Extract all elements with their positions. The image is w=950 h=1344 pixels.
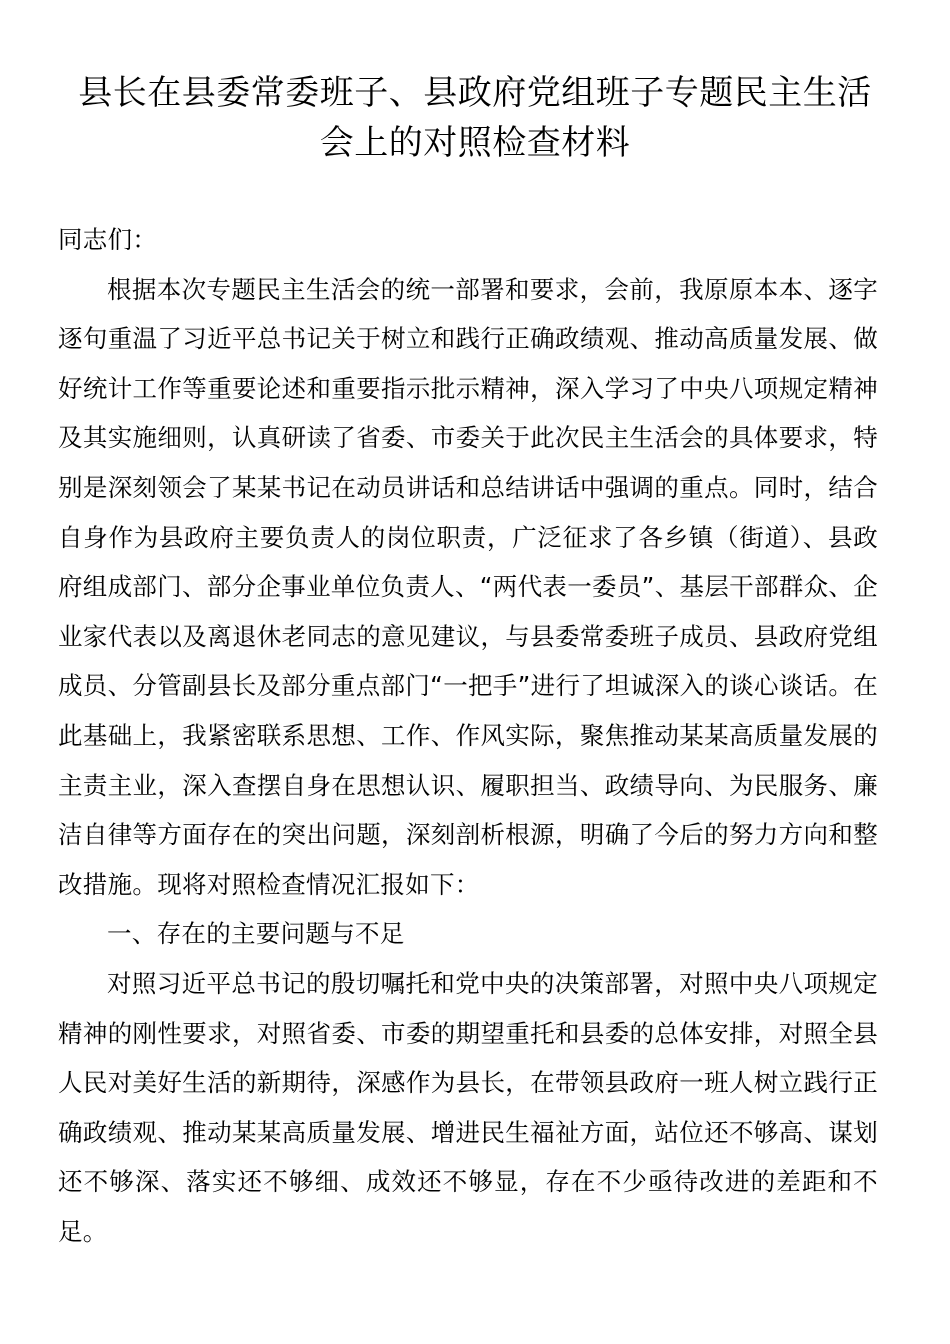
document-title: [50, 68, 900, 168]
paragraph-section-1: 对照习近平总书记的殷切嘱托和党中央的决策部署，对照中央八项规定精神的刚性要求，对照省委、市委的期望重托和县委的总体安排，对照全县人民对美好生活的新期待，深感作为县长，在带领县政府一班人树立践行正确政绩观、推动某某高质量发展、增进民生福祉方面，站位还不够高、谋划还不够深、落实还不够细、成效还不够显，存在不少亟待改进的差距和不足。: [58, 968, 878, 1246]
salutation: 同志们：: [58, 225, 158, 254]
document-title-line-2: 会上的对照检查材料: [319, 123, 631, 163]
document-body: [58, 215, 878, 1256]
document-title-line-1: 县长在县委常委班子、县政府党组班子专题民主生活: [78, 73, 872, 113]
section-heading: 一、存在的主要问题与不足: [107, 919, 405, 949]
paragraph-intro: 根据本次专题民主生活会的统一部署和要求，会前，我原原本本、逐字逐句重温了习近平总书记关于树立和践行正确政绩观、推动高质量发展、做好统计工作等重要论述和重要指示批示精神，深入学习了中央八项规定精神及其实施细则，认真研读了省委、市委关于此次民主生活会的具体要求，特别是深刻领会了某某书记在动员讲话和总结讲话中强调的重点。同时，结合自身作为县政府主要负责人的岗位职责，广泛征求了各乡镇（街道）、县政府组成部门、部分企事业单位负责人、“两代表一委员”、基层干部群众、企业家代表以及离退休老同志的意见建议，与县委常委班子成员、县政府党组成员、分管副县长及部分重点部门“一把手”进行了坦诚深入的谈心谈话。在此基础上，我紧密联系思想、工作、作风实际，聚焦推动某某高质量发展的主责主业，深入查摆自身在思想认识、履职担当、政绩导向、为民服务、廉洁自律等方面存在的突出问题，深刻剖析根源，明确了今后的努力方向和整改措施。现将对照检查情况汇报如下：: [58, 274, 878, 899]
